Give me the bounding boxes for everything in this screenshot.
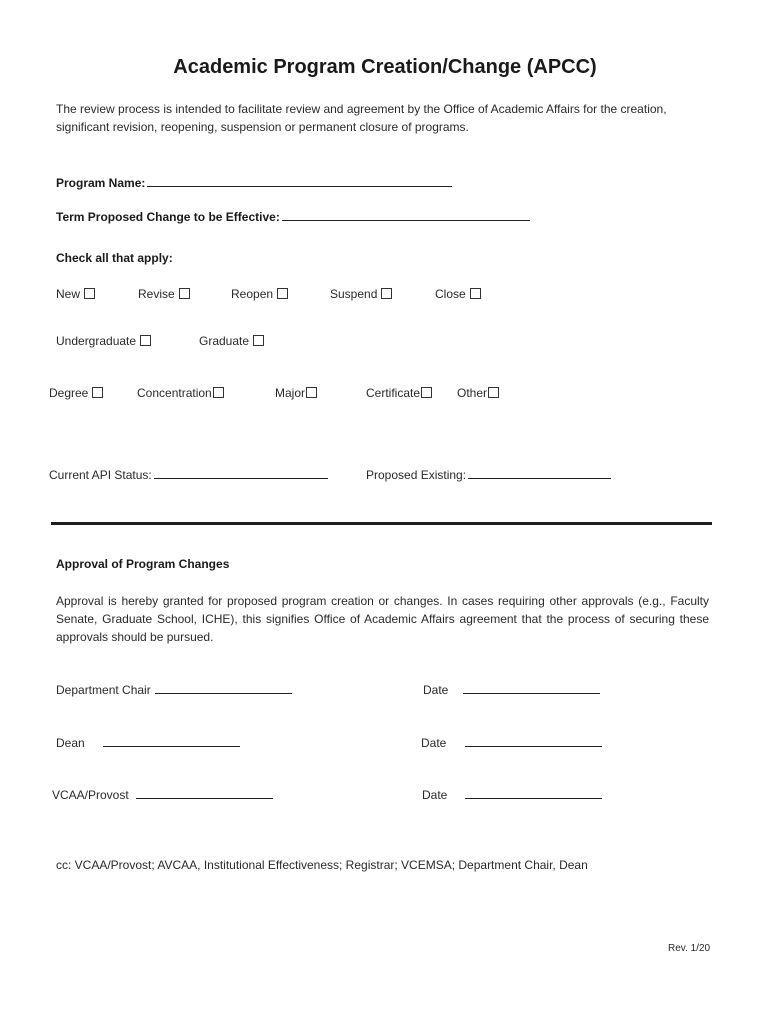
date-label: Date — [422, 788, 448, 802]
provost-date-row — [422, 784, 602, 802]
option-graduate — [199, 334, 264, 348]
option-undergraduate-label: Undergraduate — [56, 334, 137, 348]
approval-heading: Approval of Program Changes — [56, 557, 230, 571]
undergraduate-checkbox[interactable] — [140, 335, 151, 346]
program-name-label: Program Name: — [56, 176, 146, 190]
check-heading: Check all that apply: — [56, 251, 173, 265]
option-close-label: Close — [435, 287, 466, 301]
certificate-checkbox[interactable] — [421, 387, 432, 398]
option-suspend-label: Suspend — [330, 287, 378, 301]
option-major — [275, 386, 317, 400]
degree-checkbox[interactable] — [92, 387, 103, 398]
option-degree — [49, 386, 103, 400]
option-suspend — [330, 287, 392, 301]
major-checkbox[interactable] — [306, 387, 317, 398]
option-revise-label: Revise — [138, 287, 175, 301]
department-chair-signature-field[interactable] — [155, 679, 292, 694]
dean-signature-field[interactable] — [103, 732, 240, 747]
form-title: Academic Program Creation/Change (APCC) — [173, 56, 597, 78]
other-checkbox[interactable] — [488, 387, 499, 398]
term-label: Term Proposed Change to be Effective: — [56, 210, 280, 224]
department-chair-row — [56, 679, 292, 697]
provost-signature-field[interactable] — [136, 784, 273, 799]
program-name-field[interactable] — [147, 172, 452, 187]
current-api-field[interactable] — [154, 464, 328, 479]
option-concentration-label: Concentration — [137, 386, 212, 400]
option-reopen — [231, 287, 288, 301]
revise-checkbox[interactable] — [179, 288, 190, 299]
option-degree-label: Degree — [49, 386, 89, 400]
department-chair-date-row — [423, 679, 600, 697]
option-graduate-label: Graduate — [199, 334, 250, 348]
option-certificate — [366, 386, 432, 400]
option-undergraduate — [56, 334, 151, 348]
option-new — [56, 287, 95, 301]
program-name-row — [56, 172, 452, 190]
dean-date-field[interactable] — [465, 732, 602, 747]
new-checkbox[interactable] — [84, 288, 95, 299]
concentration-checkbox[interactable] — [213, 387, 224, 398]
option-reopen-label: Reopen — [231, 287, 274, 301]
term-row — [56, 206, 530, 224]
section-divider — [51, 522, 712, 525]
current-api-row — [49, 464, 328, 482]
proposed-existing-label: Proposed Existing: — [366, 468, 467, 482]
close-checkbox[interactable] — [470, 288, 481, 299]
option-major-label: Major — [275, 386, 306, 400]
dean-date-row — [421, 732, 602, 750]
option-concentration — [137, 386, 224, 400]
option-certificate-label: Certificate — [366, 386, 421, 400]
cc-line: cc: VCAA/Provost; AVCAA, Institutional Effectiveness; Registrar; VCEMSA; Department Chair, Dean — [56, 858, 588, 872]
proposed-existing-row — [366, 464, 611, 482]
option-other — [457, 386, 499, 400]
approval-paragraph: Approval is hereby granted for proposed program creation or changes. In cases requiring other approvals (e.g., Faculty Senate, Graduate School, ICHE), this signifies Office of Academic Affairs agreement that the process of securing these approvals should be pursued. — [56, 594, 709, 644]
revision-note: Rev. 1/20 — [668, 943, 711, 954]
date-label: Date — [421, 736, 447, 750]
intro-paragraph: The review process is intended to facilitate review and agreement by the Office of Academic Affairs for the creation, significant revision, reopening, suspension or permanent closure of programs. — [56, 102, 667, 134]
provost-label: VCAA/Provost — [52, 788, 129, 802]
suspend-checkbox[interactable] — [381, 288, 392, 299]
graduate-checkbox[interactable] — [253, 335, 264, 346]
option-other-label: Other — [457, 386, 488, 400]
current-api-label: Current API Status: — [49, 468, 152, 482]
provost-row — [52, 784, 273, 802]
option-new-label: New — [56, 287, 81, 301]
dean-row — [56, 732, 240, 750]
dean-label: Dean — [56, 736, 85, 750]
date-label: Date — [423, 683, 449, 697]
proposed-existing-field[interactable] — [468, 464, 611, 479]
option-close — [435, 287, 481, 301]
term-field[interactable] — [282, 206, 530, 221]
provost-date-field[interactable] — [465, 784, 602, 799]
department-chair-label: Department Chair — [56, 683, 151, 697]
option-revise — [138, 287, 190, 301]
reopen-checkbox[interactable] — [277, 288, 288, 299]
department-chair-date-field[interactable] — [463, 679, 600, 694]
